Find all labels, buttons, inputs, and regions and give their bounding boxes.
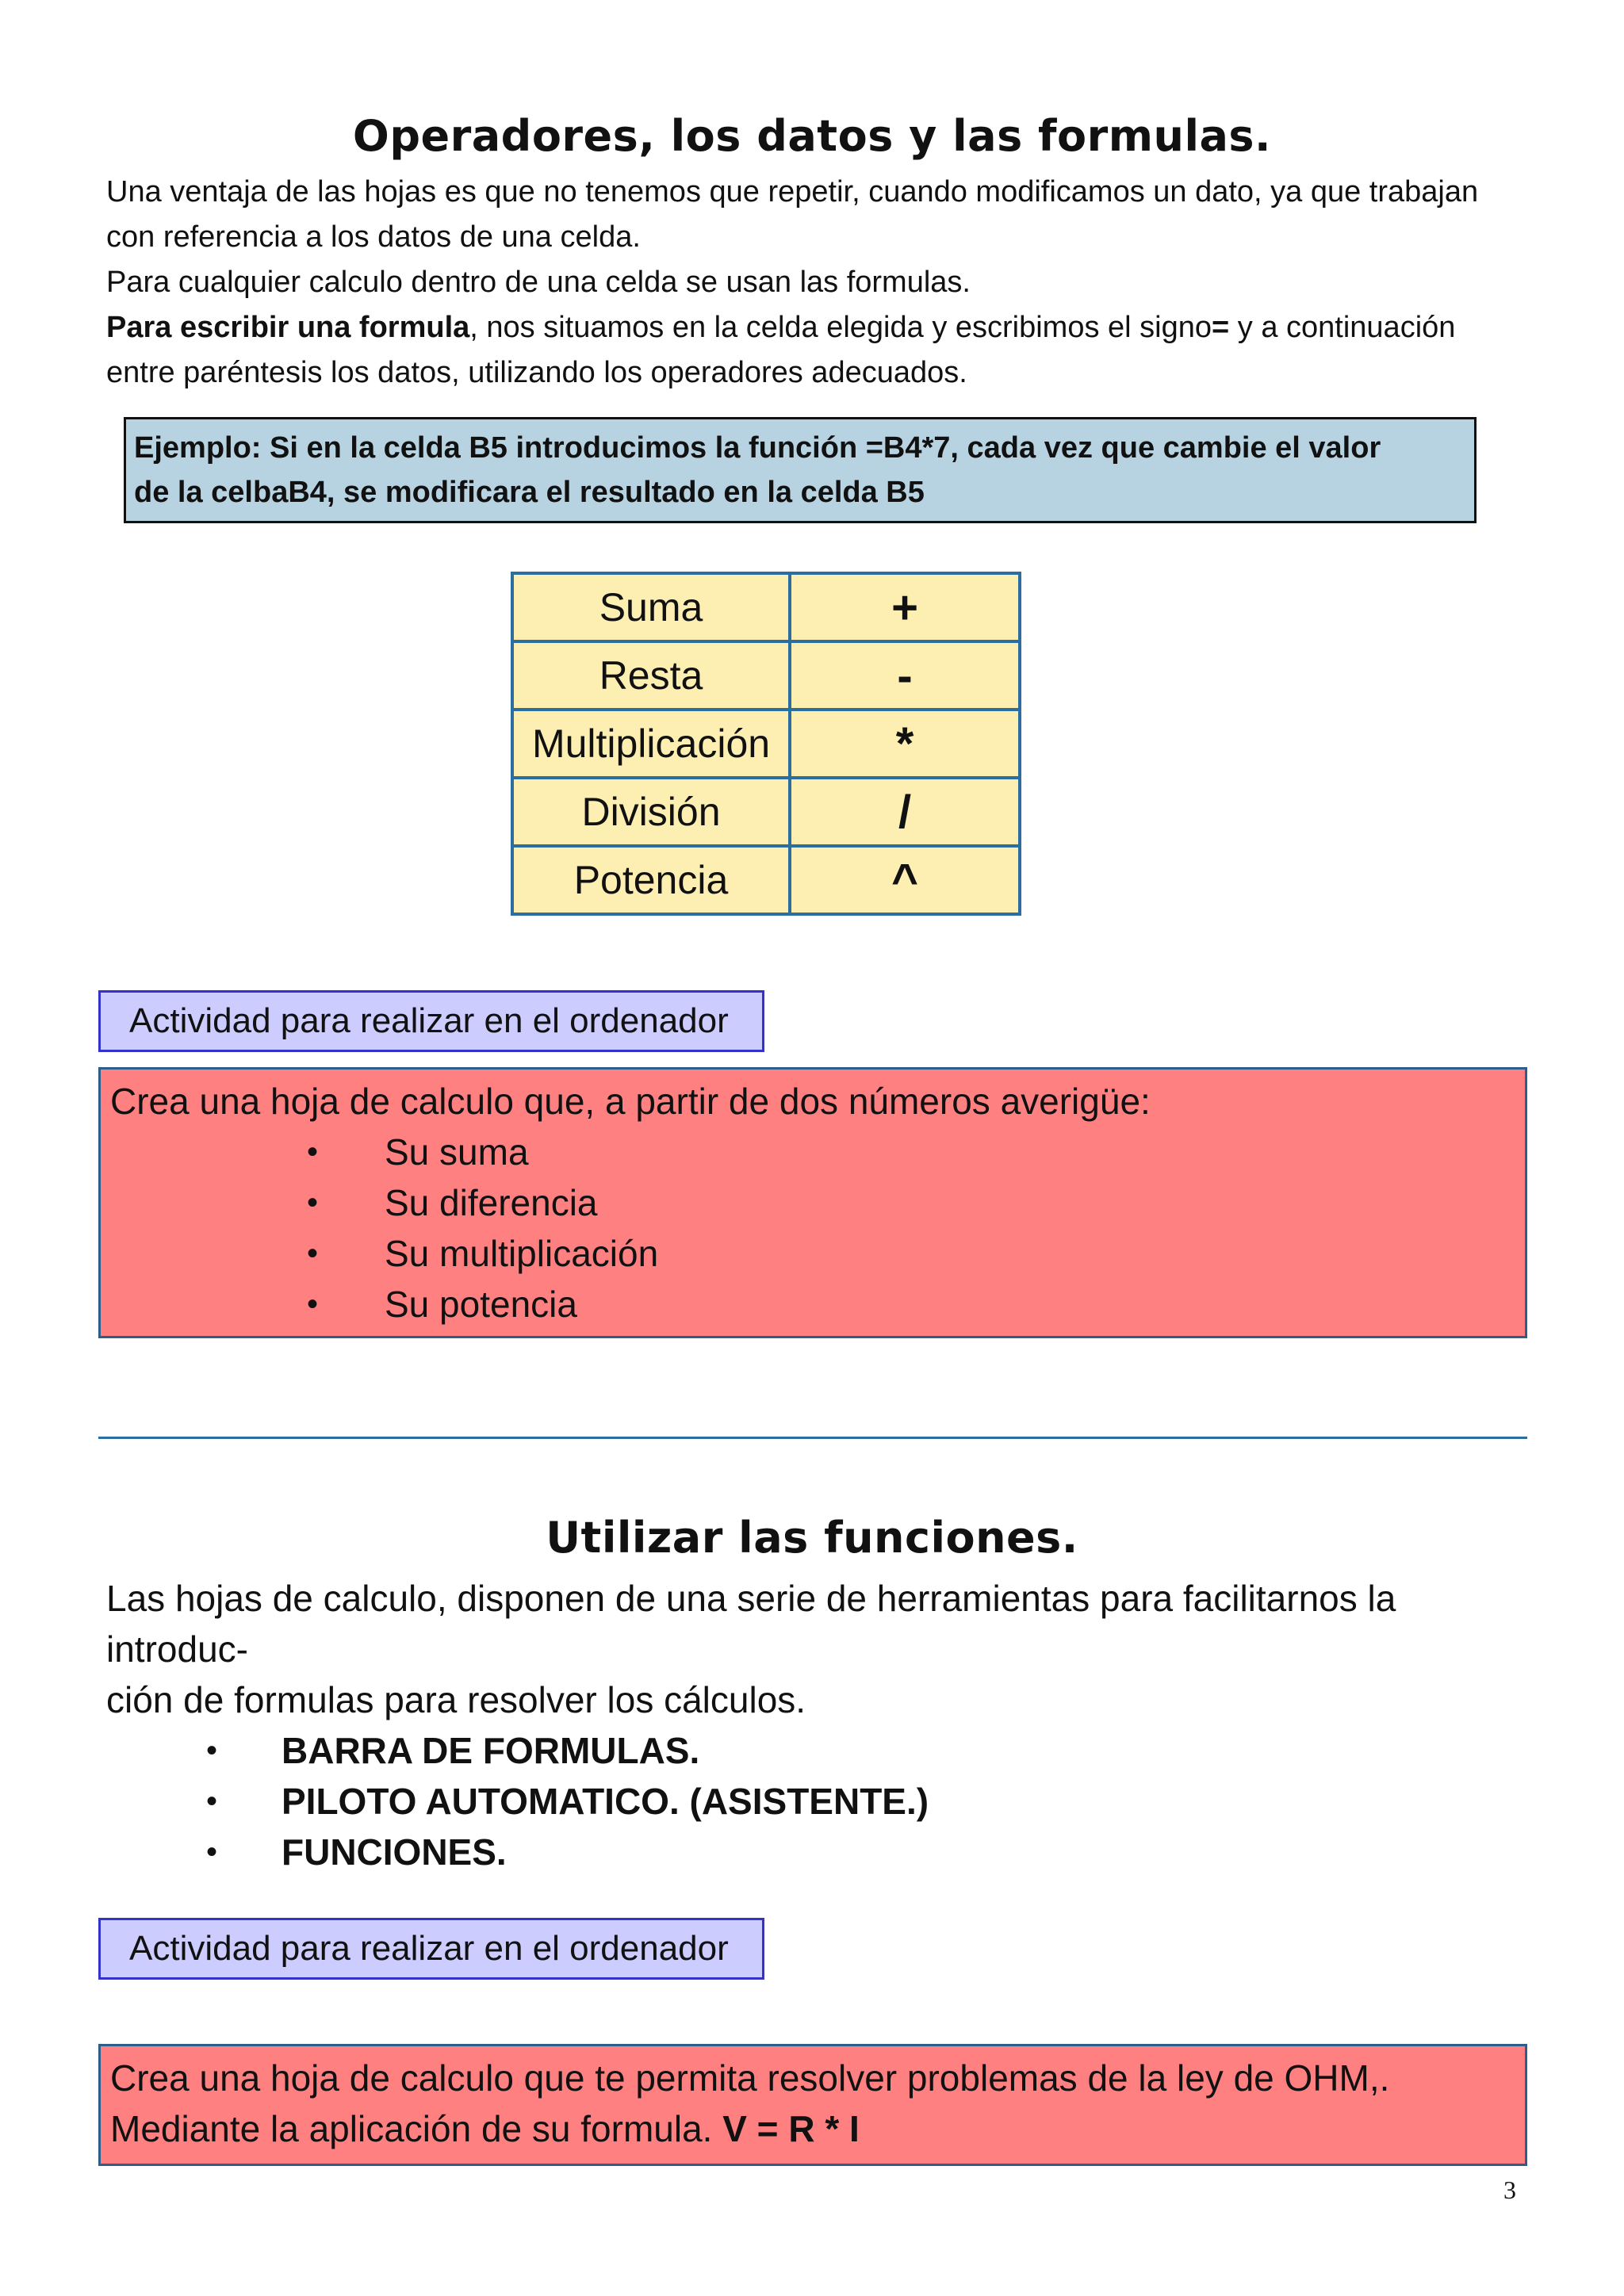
- list-item: [106, 1725, 1518, 1776]
- operator-symbol: +: [790, 573, 1020, 641]
- intro-paragraph: [106, 170, 1518, 396]
- paragraph-line: ción de formulas para resolver los cálculos.: [106, 1679, 806, 1720]
- section-title-funciones: Utilizar las funciones.: [546, 1513, 1078, 1563]
- formula-tail: y a continuación: [1229, 311, 1456, 344]
- formula-lead: Para escribir una formula: [106, 311, 470, 344]
- paragraph-line: Para cualquier calculo dentro de una celda se usan las formulas.: [106, 266, 971, 299]
- activity-intro: Crea una hoja de calculo que, a partir de dos números averigüe:: [110, 1081, 1151, 1122]
- bullet-icon: •: [206, 1784, 218, 1819]
- activity-line-text: Mediante la aplicación de su formula.: [110, 2108, 723, 2149]
- list-item-text: FUNCIONES.: [282, 1831, 507, 1873]
- list-item: [110, 1177, 1515, 1228]
- example-box: [124, 417, 1477, 523]
- bullet-icon: •: [206, 1733, 218, 1768]
- formula-mid: , nos situamos en la celda elegida y escribimos el signo: [469, 311, 1212, 344]
- activity-label: Actividad para realizar en el ordenador: [98, 990, 764, 1052]
- activity-box: [98, 2044, 1527, 2166]
- table-row: [512, 778, 1020, 846]
- section-title-operadores: Operadores, los datos y las formulas.: [352, 111, 1272, 161]
- table-row: [512, 641, 1020, 710]
- bullet-icon: •: [307, 1287, 319, 1322]
- list-item: [110, 1279, 1515, 1330]
- page-number: 3: [1503, 2175, 1516, 2204]
- operator-name: Suma: [512, 573, 790, 641]
- paragraph-line: entre paréntesis los datos, utilizando los operadores adecuados.: [106, 356, 967, 389]
- list-item: [106, 1827, 1518, 1877]
- activity-list: [110, 1127, 1515, 1330]
- bullet-icon: •: [307, 1135, 319, 1169]
- functions-list: [106, 1725, 1518, 1877]
- formula-instruction: [106, 305, 1518, 350]
- ohm-formula: V = R * I: [722, 2108, 860, 2149]
- operator-symbol: ^: [790, 846, 1020, 914]
- bullet-icon: •: [307, 1185, 319, 1220]
- paragraph-line: Una ventaja de las hojas es que no tenemos que repetir, cuando modificamos un dato, ya que trabajan: [106, 175, 1479, 209]
- list-item: [110, 1127, 1515, 1177]
- list-item-text: Su diferencia: [385, 1182, 598, 1223]
- operator-symbol: /: [790, 778, 1020, 846]
- table-row: [512, 573, 1020, 641]
- paragraph-line: con referencia a los datos de una celda.: [106, 220, 641, 254]
- bullet-icon: •: [206, 1835, 218, 1869]
- list-item: [110, 1228, 1515, 1279]
- activity-line: Crea una hoja de calculo que te permita resolver problemas de la ley de OHM,.: [110, 2057, 1390, 2099]
- list-item: [106, 1776, 1518, 1827]
- table-row: [512, 846, 1020, 914]
- example-line: de la celbaB4, se modificara el resultado en la celda B5: [134, 476, 925, 509]
- example-line: Ejemplo: Si en la celda B5 introducimos la función =B4*7, cada vez que cambie el valor: [134, 431, 1381, 465]
- operator-name: Resta: [512, 641, 790, 710]
- functions-paragraph: [106, 1573, 1518, 1877]
- operators-table: [511, 572, 1021, 916]
- section-divider: [98, 1437, 1527, 1439]
- activity-label: Actividad para realizar en el ordenador: [98, 1918, 764, 1980]
- operator-symbol: *: [790, 710, 1020, 778]
- list-item-text: Su potencia: [385, 1284, 577, 1325]
- bullet-icon: •: [307, 1236, 319, 1271]
- activity-line: [110, 2103, 1515, 2154]
- activity-box: [98, 1067, 1527, 1338]
- list-item-text: BARRA DE FORMULAS.: [282, 1730, 700, 1771]
- operator-name: Multiplicación: [512, 710, 790, 778]
- list-item-text: PILOTO AUTOMATICO. (ASISTENTE.): [282, 1781, 929, 1822]
- list-item-text: Su multiplicación: [385, 1233, 659, 1274]
- list-item-text: Su suma: [385, 1131, 529, 1173]
- table-row: [512, 710, 1020, 778]
- formula-equals: =: [1212, 311, 1230, 344]
- paragraph-line: Las hojas de calculo, disponen de una serie de herramientas para facilitarnos la introduc-: [106, 1578, 1396, 1670]
- operator-symbol: -: [790, 641, 1020, 710]
- operator-name: Potencia: [512, 846, 790, 914]
- operator-name: División: [512, 778, 790, 846]
